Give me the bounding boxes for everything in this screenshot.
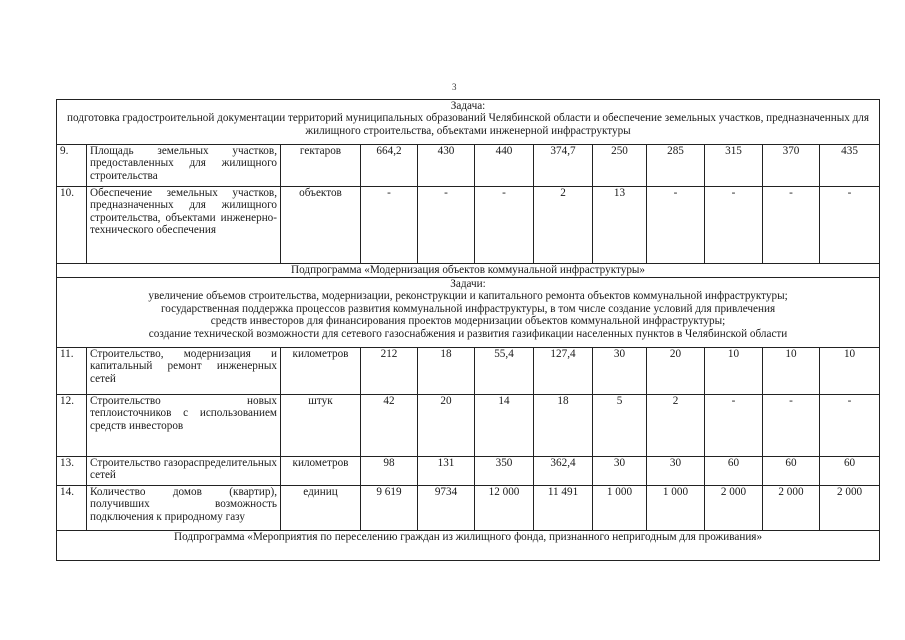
value-cell: 30	[647, 457, 705, 486]
value-cell: 11 491	[534, 486, 593, 531]
table-row	[57, 395, 880, 457]
unit-cell: единиц	[281, 486, 361, 531]
indicators-table	[56, 99, 880, 561]
table-row	[57, 348, 880, 395]
value-cell: 127,4	[534, 348, 593, 395]
value-cell: 42	[361, 395, 418, 457]
value-cell: 10	[705, 348, 763, 395]
indicator-name: Количество домов (квартир), получивших возможность подключения к природному газу	[87, 486, 281, 531]
task-title: Задачи:	[450, 278, 486, 290]
row-number: 12.	[57, 395, 87, 457]
value-cell: -	[763, 187, 820, 264]
task-line: создание технической возможности для сетевого газоснабжения и развития газификации населенных пунктов в Челябинской области	[148, 327, 788, 340]
value-cell: 440	[475, 145, 534, 187]
value-cell: 18	[534, 395, 593, 457]
value-cell: 350	[475, 457, 534, 486]
value-cell: 14	[475, 395, 534, 457]
row-number: 13.	[57, 457, 87, 486]
value-cell: 9 619	[361, 486, 418, 531]
value-cell: -	[705, 187, 763, 264]
row-number: 9.	[57, 145, 87, 187]
subprogram-heading	[57, 264, 880, 278]
value-cell: 10	[820, 348, 880, 395]
task-row-1	[57, 100, 880, 145]
subprogram-heading-2-text: Подпрограмма «Мероприятия по переселению граждан из жилищного фонда, признанного непригодным для проживания»	[57, 531, 880, 561]
value-cell: 10	[763, 348, 820, 395]
value-cell: 1 000	[593, 486, 647, 531]
value-cell: 212	[361, 348, 418, 395]
value-cell: -	[475, 187, 534, 264]
task-line: государственная поддержка процессов развития коммунальной инфраструктуры, в том числе создание условий для привлечения	[160, 302, 776, 315]
indicator-name: Площадь земельных участков, предоставленных для жилищного строительства	[87, 145, 281, 187]
value-cell: 315	[705, 145, 763, 187]
value-cell: 285	[647, 145, 705, 187]
value-cell: 5	[593, 395, 647, 457]
value-cell: 131	[418, 457, 475, 486]
value-cell: 430	[418, 145, 475, 187]
row-number: 10.	[57, 187, 87, 264]
value-cell: -	[418, 187, 475, 264]
value-cell: 13	[593, 187, 647, 264]
value-cell: 30	[593, 457, 647, 486]
value-cell: 2 000	[820, 486, 880, 531]
value-cell: 370	[763, 145, 820, 187]
value-cell: 12 000	[475, 486, 534, 531]
value-cell: -	[820, 395, 880, 457]
value-cell: 362,4	[534, 457, 593, 486]
value-cell: 98	[361, 457, 418, 486]
task-row-2	[57, 278, 880, 348]
subprogram-heading-2	[57, 531, 880, 561]
value-cell: 1 000	[647, 486, 705, 531]
value-cell: 60	[763, 457, 820, 486]
indicator-name: Обеспечение земельных участков, предназначенных для жилищного строительства, объектами инженерно-технического обеспечения	[87, 187, 281, 264]
value-cell: -	[705, 395, 763, 457]
value-cell: 60	[820, 457, 880, 486]
value-cell: -	[763, 395, 820, 457]
unit-cell: объектов	[281, 187, 361, 264]
task-title: Задача:	[450, 100, 486, 112]
table-row	[57, 486, 880, 531]
unit-cell: штук	[281, 395, 361, 457]
value-cell: 664,2	[361, 145, 418, 187]
value-cell: 20	[647, 348, 705, 395]
value-cell: 20	[418, 395, 475, 457]
task-line: средств инвесторов для финансирования проектов модернизации объектов коммунальной инфраструктуры;	[210, 315, 726, 328]
value-cell: -	[361, 187, 418, 264]
unit-cell: километров	[281, 457, 361, 486]
unit-cell: гектаров	[281, 145, 361, 187]
value-cell: 2 000	[763, 486, 820, 531]
value-cell: 60	[705, 457, 763, 486]
value-cell: 374,7	[534, 145, 593, 187]
indicator-name: Строительство, модернизация и капитальный ремонт инженерных сетей	[87, 348, 281, 395]
table-row	[57, 145, 880, 187]
value-cell: 250	[593, 145, 647, 187]
unit-cell: километров	[281, 348, 361, 395]
table-row	[57, 187, 880, 264]
indicator-name: Строительство газораспределительных сетей	[87, 457, 281, 486]
value-cell: 2 000	[705, 486, 763, 531]
value-cell: 9734	[418, 486, 475, 531]
task-line: увеличение объемов строительства, модернизации, реконструкции и капитального ремонта объектов коммунальной инфраструктуры;	[148, 290, 788, 303]
indicator-name: Строительство новых теплоисточников с использованием средств инвесторов	[87, 395, 281, 457]
value-cell: 2	[534, 187, 593, 264]
row-number: 14.	[57, 486, 87, 531]
task-text: подготовка градостроительной документации территорий муниципальных образований Челябинской области и обеспечение земельных участков, предназначенных для жилищного строительства, объектами инженерной инфраструктуры	[67, 112, 870, 137]
page-number: 3	[452, 82, 457, 92]
value-cell: 55,4	[475, 348, 534, 395]
value-cell: 2	[647, 395, 705, 457]
table-row	[57, 457, 880, 486]
row-number: 11.	[57, 348, 87, 395]
value-cell: -	[647, 187, 705, 264]
value-cell: 435	[820, 145, 880, 187]
subprogram-heading-text: Подпрограмма «Модернизация объектов коммунальной инфраструктуры»	[57, 264, 880, 278]
value-cell: -	[820, 187, 880, 264]
value-cell: 30	[593, 348, 647, 395]
value-cell: 18	[418, 348, 475, 395]
